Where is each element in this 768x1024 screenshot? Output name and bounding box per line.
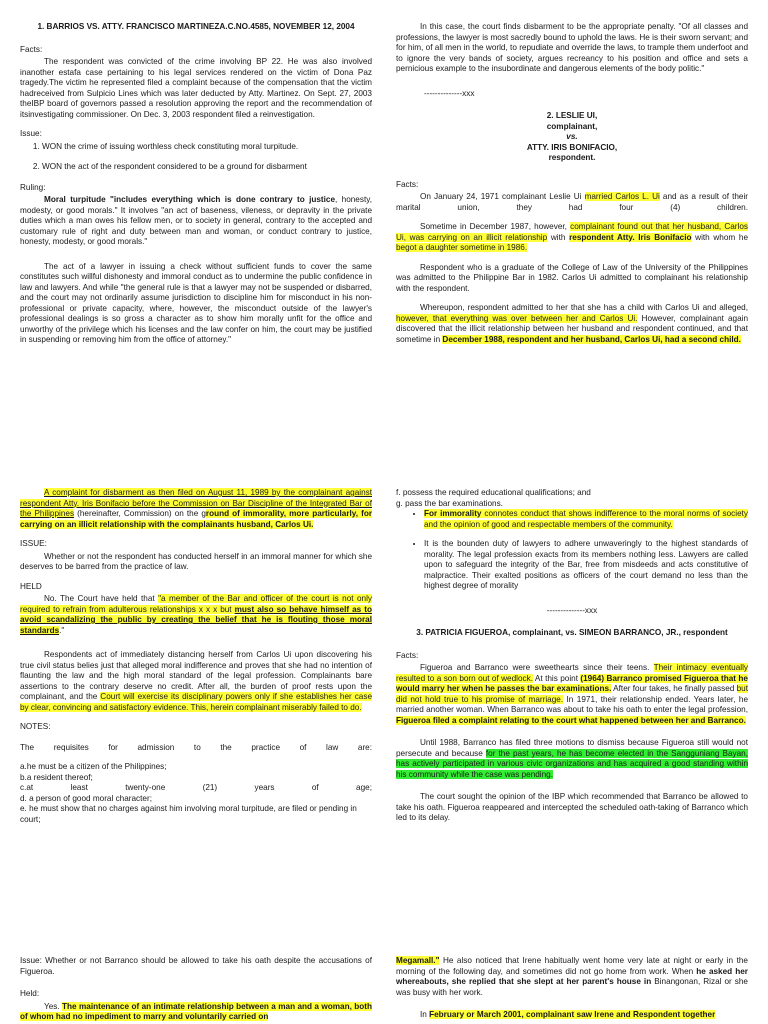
- facts-label: Facts:: [396, 179, 419, 189]
- text-run: At this point: [532, 673, 581, 683]
- case-2-fact-3: Respondent who is a graduate of the College of Law of the University of the Philippines was admitted to the Philippine Bar in 1982. Carlos Ui admitted to complainant his relationship with the respondent.: [396, 262, 748, 293]
- highlight: The maintenance of an intimate relationship between a man and a woman, both of whom had no impediment to marry and voluntarily carried on: [20, 1001, 372, 1021]
- case-1-conclusion: In this case, the court finds disbarment to be the appropriate penalty. "Of all classes and professions, the lawyer is most sacredly bound to uphold the laws. He is their sworn servant; and for him, of all men in the world, to repudiate and override the laws, to trample them underfoot and to ignore the very bands of society, argues recreancy to his position and office and sets a pernicious example to the insubordinate and dangerous elements of the body politic.": [396, 22, 748, 73]
- held-label: HELD: [20, 581, 42, 591]
- issue-label: ISSUE:: [20, 539, 47, 548]
- text-run: On January 24, 1971 complainant Leslie Ui: [420, 192, 585, 201]
- text-run: Figueroa and Barranco were sweethearts since their teens.: [420, 663, 654, 672]
- highlight: however, that everything was over between her and Carlos Ui.: [396, 313, 638, 323]
- highlight: December 1988, respondent and her husband, Carlos Ui, had a second child.: [442, 334, 741, 344]
- ruling-emphasis: Moral turpitude "includes everything which is done contrary to justice: [44, 195, 336, 204]
- case-2-held: [20, 594, 372, 636]
- case-3-title: 3. PATRICIA FIGUEROA, complainant, vs. SIMEON BARRANCO, JR., respondent: [416, 628, 728, 637]
- text-run: In: [420, 1010, 430, 1019]
- issue-item: 2. WON the act of the respondent considered to be a ground for disbarment: [42, 162, 372, 173]
- highlight: For immorality: [424, 509, 482, 518]
- text-run: with: [547, 232, 570, 242]
- held-label: Held:: [20, 989, 40, 998]
- facts-label: Facts:: [396, 650, 419, 660]
- highlight: respondent Atty. Iris Bonifacio: [569, 232, 692, 242]
- text-run: Respondents act of immediately distancing herself from Carlos Ui upon discovering his true civil status belies just that alleged moral indifference and proves that she had no intention of flaunting the law and the high moral standard of the legal profession. Complainants bare assertions to the contrary deserve no credit. After all, the burden of proof rests upon the complainant, and the: [20, 650, 372, 701]
- case-2-fact-4: [396, 303, 748, 345]
- text-run: and as a result of their marital union, they had four (4) children.: [396, 192, 748, 212]
- highlight: A complaint for disbarment as then filed on August 11, 1989 by the complainant against respondent Atty. Iris Bonifacio before the Commission on Bar Discipline of the Integrated Bar of the Philippines: [20, 488, 372, 518]
- highlight: but did not hold true to his promise of marriage.: [396, 684, 748, 704]
- requisite-item: f. possess the required educational qualifications; and: [396, 488, 591, 497]
- highlight: Court will exercise its disciplinary powers only if she establishes her case by clear, convincing and satisfactory evidence. This, herein complainant miserably failed to do.: [20, 692, 372, 712]
- text-run: He also noticed that Irene habitually went home very late at night or early in the morning of the following day, and sometimes did not go home from work. When: [396, 956, 748, 976]
- text-run: In 1971, their relationship ended. Years later, he married another woman. When Barranco was about to take his oath to enter the legal profession,: [396, 694, 748, 714]
- separator: --------------xxx: [424, 88, 475, 98]
- text-run: However, complainant again discovered that the illicit relationship between her husband and respondent continued, and that sometime in: [396, 313, 748, 344]
- case-3-issue: Issue: Whether or not Barranco should be allowed to take his oath despite the accusations of Figueroa.: [20, 956, 372, 976]
- notes-bullets: [396, 509, 748, 592]
- requisite-item: d. a person of good moral character;: [20, 793, 152, 803]
- case-1-ruling: [20, 195, 372, 248]
- case-2-caption-5: respondent.: [548, 153, 596, 162]
- ruling-text: , honesty, modesty, or good morals." It involves "an act of baseness, vileness, or depravity in the private duties which a man owes his fellow men, or to society in general, contrary to the accepted and customary rule of right and duty between man and woman, or conduct contrary to justice, honesty, modesty, or good morals.": [20, 195, 372, 246]
- text-run: with whom he: [691, 232, 748, 242]
- facts-label: Facts:: [20, 44, 43, 54]
- case-2-fact-2: [396, 222, 748, 254]
- case-1-title: 1. BARRIOS VS. ATTY. FRANCISCO MARTINEZA.C.NO.4585, NOVEMBER 12, 2004: [37, 22, 355, 31]
- requisite-item: b.a resident thereof;: [20, 772, 93, 782]
- case-2-complaint: [20, 488, 372, 530]
- text-run: .": [59, 625, 65, 635]
- bullet-item: [424, 509, 748, 530]
- text-run: Until 1988, Barranco has filed three motions to dismiss because Figueroa still would not persecute and because: [396, 738, 748, 758]
- case-3-fact-1: [396, 663, 748, 726]
- case-2-sheet: [396, 22, 748, 462]
- text-run: Sometime in December 1987, however,: [420, 222, 571, 231]
- highlight: February or March 2001, complainant saw Irene and Respondent together: [429, 1010, 716, 1019]
- case-3-fact-3: The court sought the opinion of the IBP which recommended that Barranco be allowed to take his oath. Figueroa reappeared and intercepted the scheduled oath-taking of Barranco which led to its delay.: [396, 792, 748, 822]
- case-2-caption-2: complainant,: [546, 121, 598, 131]
- requisites-intro: The requisites for admission to the practice of law are:: [20, 742, 372, 752]
- requisite-item: a.he must be a citizen of the Philippines;: [20, 762, 167, 771]
- text-run: Yes.: [44, 1001, 63, 1011]
- issue-item: 1. WON the crime of issuing worthless check constituting moral turpitude.: [42, 142, 372, 153]
- case-2-continued-sheet: [20, 488, 372, 938]
- bullet-item: • It is the bounden duty of lawyers to adhere unwaveringly to the highest standards of morality. The legal profession exacts from its members nothing less. Lawyers are called upon to safeguard the integrity of the Bar, free from misdeeds and acts constitutive of malpractice. Their exalted positions as officers of the court demand no less than the highest degree of morality: [424, 539, 748, 592]
- text-run: After four takes, he finally passed: [611, 684, 737, 693]
- highlight: Their intimacy eventually resulted to a son born out of wedlock.: [396, 663, 748, 683]
- highlight: connotes conduct that shows indifference to the moral norms of society and the opinion of good and respectable members of the community.: [424, 509, 748, 529]
- case-4-paragraph-1: [396, 956, 748, 998]
- case-2-caption-4: ATTY. IRIS BONIFACIO,: [526, 142, 618, 152]
- text-run: No. The Court have held that: [44, 594, 159, 603]
- text-run: Whereupon, respondent admitted to her that she has a child with Carlos Ui and alleged,: [420, 303, 748, 312]
- case-2-caption-1: 2. LESLIE UI,: [546, 111, 598, 120]
- highlight: (1964) Barranco promised Figueroa that he would marry her when he passes the bar examinations.: [396, 673, 748, 693]
- highlight: Figueroa filed a complaint relating to the court what happened between her and Barranco.: [396, 715, 746, 725]
- case-1-paragraph: The act of a lawyer in issuing a check without sufficient funds to cover the same constitutes such willful dishonesty and immoral conduct as to undermine the public confidence in law and lawyers. And while "the general rule is that a lawyer may not be suspended or disbarred, and the court may not ordinarily assume jurisdiction to discipline him for misconduct in his non-professional or private capacity, where, however, the misconduct outside of the lawyer's professional dealings is so gross a character as to show him morally unfit for the office and unworthy of the privilege which his licenses and the law confer on him, the court may be justified in suspending or removing him from the office of attorney.": [20, 261, 372, 344]
- case-4-paragraph-2: [396, 1010, 748, 1021]
- ruling-label: Ruling:: [20, 182, 46, 192]
- highlight: must also so behave himself as to avoid scandalizing the public by creating the belief that he is flouting those moral standards: [20, 604, 372, 635]
- highlight: "a member of the Bar and officer of the court is not only required to refrain from adulterous relationships x x x but: [20, 594, 372, 614]
- case-1-sheet: [20, 22, 372, 462]
- highlight: Megamall.": [396, 956, 440, 965]
- requisite-item: e. he must show that no charges against him involving moral turpitude, are filed or pending in court;: [20, 804, 357, 824]
- highlight: begot a daughter sometime in 1986.: [396, 243, 528, 252]
- highlight: complainant found out that her husband, Carlos Ui, was carrying on an illicit relationship: [396, 222, 748, 242]
- case-2-issue: Whether or not the respondent has conducted herself in an immoral manner for which she deserves to be barred from the practice of law.: [20, 551, 372, 571]
- issue-label: Issue:: [20, 129, 42, 138]
- case-1-facts: The respondent was convicted of the crime involving BP 22. He was also involved inanother estafa case pertaining to his legal services rendered on the victim of Dona Paz tragedy.The victim he represented filed a complaint because of the compensation that the victim hadreceived from Sulpicio Lines which was later deducted by Atty. Martinez. On Sept. 27, 2003 theIBP board of governors passed a resolution approving the report and the recommendation of itsinvestigating commissioner. On Dec. 3, 2003 respondent filed a reinvestigation.: [20, 57, 372, 119]
- case-3-ruling-sheet: [20, 956, 372, 1024]
- requisite-item: g. pass the bar examinations.: [396, 498, 503, 508]
- highlight: married Carlos L. Ui: [584, 192, 660, 201]
- case-2-fact-1: [396, 192, 748, 213]
- notes-label: NOTES:: [20, 722, 51, 731]
- case-2-conclusion: [20, 650, 372, 713]
- case-4-sheet: [396, 956, 748, 1024]
- separator: --------------xxx: [546, 605, 598, 615]
- case-2-caption-3: vs.: [566, 132, 578, 141]
- highlight: round of immorality, more particularly, for carrying on an illicit relationship with the complainants husband, Carlos Ui.: [20, 509, 372, 529]
- case-3-held: [20, 1002, 372, 1023]
- case-3-sheet: [396, 488, 748, 938]
- requisite-item: c.at least twenty-one (21) years of age;: [20, 783, 372, 792]
- text-run: Binangonan, Rizal or she was busy with her work.: [396, 977, 748, 997]
- green-highlight: for the past years, he has become elected in the Sangguniang Bayan, has actively participated in various civic organizations and has acquired a good standing within his community while the case was pending.: [396, 748, 748, 779]
- case-3-fact-2: [396, 738, 748, 780]
- text-run: (hereinafter, Commission) on the g: [74, 509, 206, 518]
- case-1-issues: [20, 142, 372, 173]
- emphasis: he asked her whereabouts, she replied that she slept at her parent's house in: [396, 966, 748, 986]
